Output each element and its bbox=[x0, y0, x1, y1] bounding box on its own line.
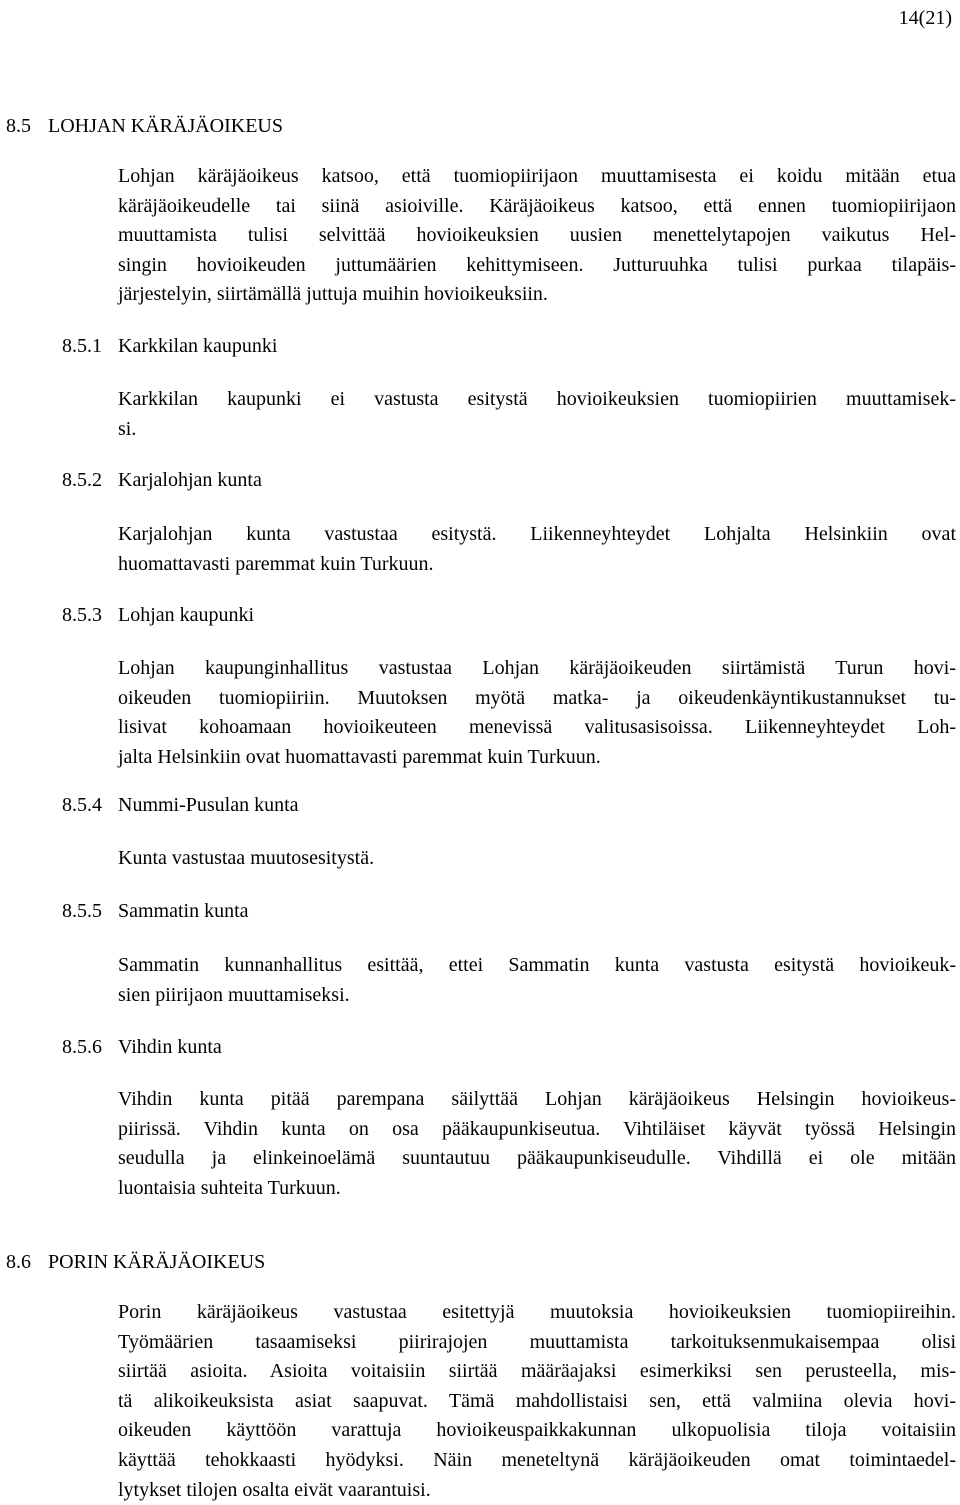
subsection-paragraph-8-5-3 bbox=[118, 654, 956, 772]
subsection-heading-8-5-2 bbox=[62, 466, 262, 494]
page-number: 14(21) bbox=[898, 7, 952, 29]
section-heading-8-5 bbox=[6, 112, 283, 140]
paragraph-line: käräjäoikeudelle tai siinä asioiville. Käräjäoikeus katsoo, että ennen tuomiopiirijaon bbox=[118, 194, 956, 217]
paragraph-line: si. bbox=[118, 417, 137, 440]
paragraph-line: järjestelyin, siirtämällä juttuja muihin hovioikeuksiin. bbox=[118, 283, 548, 306]
paragraph-line: oikeuden käyttöön varattuja hovioikeuspaikkakunnan ulkopuolisia tiloja voitaisiin bbox=[118, 1419, 956, 1442]
subsection-title: Karkkilan kaupunki bbox=[118, 335, 278, 357]
paragraph-line: Lohjan kaupunginhallitus vastustaa Lohjan käräjäoikeuden siirtämistä Turun hovi- bbox=[118, 657, 956, 679]
paragraph-line: huomattavasti paremmat kuin Turkuun. bbox=[118, 552, 434, 575]
paragraph-line: Vihdin kunta pitää parempana säilyttää Lohjan käräjäoikeus Helsingin hovioikeus- bbox=[118, 1088, 956, 1110]
subsection-number: 8.5.3 bbox=[62, 604, 102, 626]
paragraph-line: singin hovioikeuden juttumäärien kehittymiseen. Jutturuuhka tulisi purkaa tilapäis- bbox=[118, 253, 956, 276]
paragraph-line: Porin käräjäoikeus vastustaa esitettyjä muutoksia hovioikeuksien tuomiopiireihin. bbox=[118, 1301, 956, 1323]
subsection-heading-8-5-6 bbox=[62, 1033, 222, 1061]
paragraph-line: muuttamista tulisi selvittää hovioikeuksien uusien menettelytapojen vaikutus Hel- bbox=[118, 224, 956, 247]
paragraph-line: luontaisia suhteita Turkuun. bbox=[118, 1176, 341, 1199]
subsection-paragraph-8-5-4 bbox=[118, 844, 956, 874]
subsection-heading-8-5-3 bbox=[62, 601, 254, 629]
section-number: 8.6 bbox=[6, 1251, 31, 1273]
paragraph-line: tä alikoikeuksista asiat saapuvat. Tämä mahdollistaisi sen, että valmiina olevia hovi- bbox=[118, 1389, 956, 1412]
paragraph-line: Kunta vastustaa muutosesitystä. bbox=[118, 847, 375, 869]
paragraph-line: Lohjan käräjäoikeus katsoo, että tuomiopiirijaon muuttamisesta ei koidu mitään etua bbox=[118, 165, 956, 187]
paragraph-line: Karkkilan kaupunki ei vastusta esitystä hovioikeuksien tuomiopiirien muuttamisek- bbox=[118, 388, 956, 410]
subsection-paragraph-8-5-5 bbox=[118, 951, 956, 1010]
paragraph-line: Sammatin kunnanhallitus esittää, ettei Sammatin kunta vastusta esitystä hovioikeuk- bbox=[118, 954, 956, 976]
subsection-paragraph-8-5-2 bbox=[118, 520, 956, 579]
subsection-number: 8.5.4 bbox=[62, 794, 102, 816]
subsection-title: Sammatin kunta bbox=[118, 900, 249, 922]
subsection-title: Karjalohjan kunta bbox=[118, 469, 262, 491]
subsection-title: Nummi-Pusulan kunta bbox=[118, 794, 299, 816]
subsection-number: 8.5.1 bbox=[62, 335, 102, 357]
paragraph-line: Karjalohjan kunta vastustaa esitystä. Liikenneyhteydet Lohjalta Helsinkiin ovat bbox=[118, 523, 956, 545]
paragraph-line: jalta Helsinkiin ovat huomattavasti paremmat kuin Turkuun. bbox=[118, 745, 601, 768]
section-title: PORIN KÄRÄJÄOIKEUS bbox=[48, 1251, 266, 1273]
paragraph-line: siirtää asioita. Asioita voitaisiin siirtää määräajaksi esimerkiksi sen perusteella, mis- bbox=[118, 1360, 956, 1383]
paragraph-line: Työmäärien tasaamiseksi piirirajojen muuttamista tarkoituksenmukaisempaa olisi bbox=[118, 1330, 956, 1353]
section-paragraph-8-6 bbox=[118, 1298, 956, 1505]
paragraph-line: piirissä. Vihdin kunta on osa pääkaupunkiseutua. Vihtiläiset käyvät työssä Helsingin bbox=[118, 1117, 956, 1140]
subsection-title: Vihdin kunta bbox=[118, 1036, 222, 1058]
subsection-title: Lohjan kaupunki bbox=[118, 604, 255, 626]
paragraph-line: lisivat kohoamaan hovioikeuteen menevissä valitusasisoissa. Liikenneyhteydet Loh- bbox=[118, 716, 956, 739]
subsection-heading-8-5-4 bbox=[62, 791, 299, 819]
section-heading-8-6 bbox=[6, 1248, 265, 1276]
section-title: LOHJAN KÄRÄJÄOIKEUS bbox=[48, 115, 283, 137]
paragraph-line: käyttää tehokkaasti hyödyksi. Näin meneteltynä käräjäoikeuden omat toimintaedel- bbox=[118, 1448, 956, 1471]
section-paragraph-8-5 bbox=[118, 162, 956, 310]
subsection-paragraph-8-5-1 bbox=[118, 385, 956, 444]
paragraph-line: lytykset tilojen osalta eivät vaarantuisi. bbox=[118, 1478, 431, 1501]
paragraph-line: sien piirijaon muuttamiseksi. bbox=[118, 983, 350, 1006]
subsection-number: 8.5.2 bbox=[62, 469, 102, 491]
paragraph-line: oikeuden tuomiopiiriin. Muutoksen myötä matka- ja oikeudenkäyntikustannukset tu- bbox=[118, 686, 956, 709]
subsection-number: 8.5.5 bbox=[62, 900, 102, 922]
subsection-heading-8-5-5 bbox=[62, 897, 249, 925]
subsection-number: 8.5.6 bbox=[62, 1036, 102, 1058]
subsection-heading-8-5-1 bbox=[62, 332, 277, 360]
paragraph-line: seudulla ja elinkeinoelämä suuntautuu pääkaupunkiseudulle. Vihdillä ei ole mitään bbox=[118, 1147, 956, 1170]
section-number: 8.5 bbox=[6, 115, 31, 137]
subsection-paragraph-8-5-6 bbox=[118, 1085, 956, 1203]
